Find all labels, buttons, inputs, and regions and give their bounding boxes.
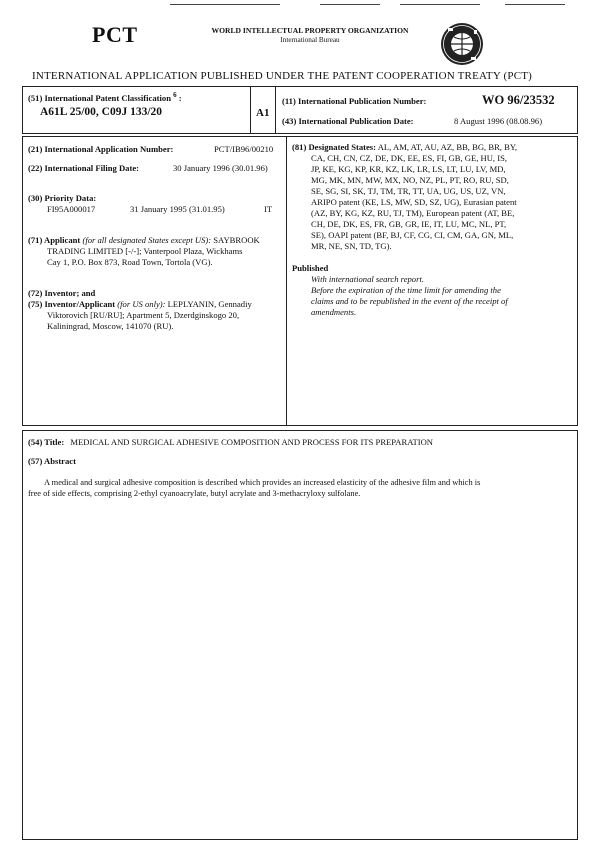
inventor-name-start: LEPLYANIN, Gennadiy [167, 299, 252, 309]
column-divider [286, 136, 287, 425]
field-71-qualifier: (for all designated States except US): [82, 235, 212, 245]
field-22-label: (22) International Filing Date: [28, 163, 139, 173]
divider-right [275, 86, 276, 133]
kind-code: A1 [256, 107, 270, 119]
field-54-label: (54) Title: [28, 437, 65, 447]
field-43-label: (43) International Publication Date: [282, 116, 414, 126]
field-81-label: (81) Designated States: [292, 142, 377, 152]
field-51-colon: : [178, 92, 182, 103]
top-rule-4 [505, 4, 565, 5]
organization-line-2: International Bureau [280, 35, 340, 44]
designated-states-line-10: MR, NE, SN, TD, TG). [311, 241, 392, 251]
designated-states-line-6: ARIPO patent (KE, LS, MW, SD, SZ, UG), Eurasian patent [311, 197, 517, 207]
field-51-value: A61L 25/00, C09J 133/20 [40, 106, 163, 118]
field-21-label: (21) International Application Number: [28, 144, 174, 154]
field-51-superscript: 6 [173, 91, 177, 99]
filing-date: 30 January 1996 (30.01.96) [173, 163, 268, 173]
field-71-line-3: Cay 1, P.O. Box 873, Road Town, Tortola (VG). [47, 257, 213, 267]
published-line-3: claims and to be republished in the event of the receipt of [311, 296, 508, 306]
publication-date: 8 August 1996 (08.08.96) [454, 116, 543, 126]
designated-states-line-9: SE), OAPI patent (BF, BJ, CF, CG, CI, CM, GA, GN, ML, [311, 230, 514, 240]
published-line-2: Before the expiration of the time limit for amending the [311, 285, 501, 295]
published-label: Published [292, 263, 329, 273]
designated-states-line-2: CA, CH, CN, CZ, DE, DK, EE, ES, FI, GB, GE, HU, IS, [311, 153, 507, 163]
field-75-qualifier: (for US only): [117, 299, 166, 309]
published-line-1: With international search report. [311, 274, 424, 284]
field-54 [28, 437, 433, 448]
field-71-label: (71) Applicant [28, 235, 81, 245]
field-71-line-2: TRADING LIMITED [-/-]; Vanterpool Plaza, Wickhams [47, 246, 243, 256]
top-rule-1 [170, 4, 280, 5]
document-heading: INTERNATIONAL APPLICATION PUBLISHED UNDER THE PATENT COOPERATION TREATY (PCT) [32, 70, 533, 82]
divider-kind [250, 86, 251, 133]
field-51-label [28, 90, 182, 103]
top-rule-2 [320, 4, 380, 5]
pct-mark: PCT [92, 22, 138, 47]
field-75-line-2: Viktorovich [RU/RU]; Apartment 5, Dzerdginskogo 20, [47, 310, 240, 320]
designated-states-line-5: SE, SG, SI, SK, TJ, TM, TR, TT, UA, UG, US, UZ, VN, [311, 186, 506, 196]
field-75-line-1 [28, 299, 252, 310]
field-51-label-text: (51) International Patent Classification [28, 92, 171, 103]
field-11-label: (11) International Publication Number: [282, 96, 427, 106]
organization-name [190, 27, 430, 44]
organization-line-1: WORLD INTELLECTUAL PROPERTY ORGANIZATION [211, 26, 409, 35]
field-71-line-1 [28, 235, 260, 246]
applicant-name-start: SAYBROOK [213, 235, 260, 245]
designated-states-line-3: JP, KE, KG, KP, KR, KZ, LK, LR, LS, LT, LU, LV, MD, [311, 164, 506, 174]
top-rule-3 [400, 4, 480, 5]
field-57-label: (57) Abstract [28, 456, 76, 466]
priority-number: FI95A000017 [47, 204, 96, 214]
field-81-line-1 [292, 142, 517, 153]
abstract-line-1: A medical and surgical adhesive composition is described which provides an increased elasticity of the adhesive film and which is [44, 478, 481, 487]
designated-states-line-8: CH, DE, DK, ES, FR, GB, GR, IE, IT, LU, MC, NL, PT, [311, 219, 507, 229]
designated-states-line-7: (AZ, BY, KG, KZ, RU, TJ, TM), European patent (AT, BE, [311, 208, 515, 218]
abstract-line-2: free of side effects, comprising 2-ethyl cyanoacrylate, butyl acrylate and 3-methacryloxy sulfolane. [28, 489, 361, 498]
invention-title: MEDICAL AND SURGICAL ADHESIVE COMPOSITION AND PROCESS FOR ITS PREPARATION [70, 437, 434, 447]
application-number: PCT/IB96/00210 [214, 144, 274, 154]
published-line-4: amendments. [311, 307, 357, 317]
publication-number: WO 96/23532 [482, 93, 555, 107]
designated-states-line-1: AL, AM, AT, AU, AZ, BB, BG, BR, BY, [377, 142, 518, 152]
priority-date: 31 January 1995 (31.01.95) [130, 204, 225, 214]
designated-states-line-4: MG, MK, MN, MW, MX, NO, NZ, PL, PT, RO, RU, SD, [311, 175, 509, 185]
field-75-line-3: Kaliningrad, Moscow, 141070 (RU). [47, 321, 174, 331]
wipo-seal-icon [440, 22, 484, 66]
field-75-label: (75) Inventor/Applicant [28, 299, 116, 309]
field-30-label: (30) Priority Data: [28, 193, 97, 203]
priority-country: IT [264, 204, 273, 214]
field-72-label: (72) Inventor; and [28, 288, 96, 298]
